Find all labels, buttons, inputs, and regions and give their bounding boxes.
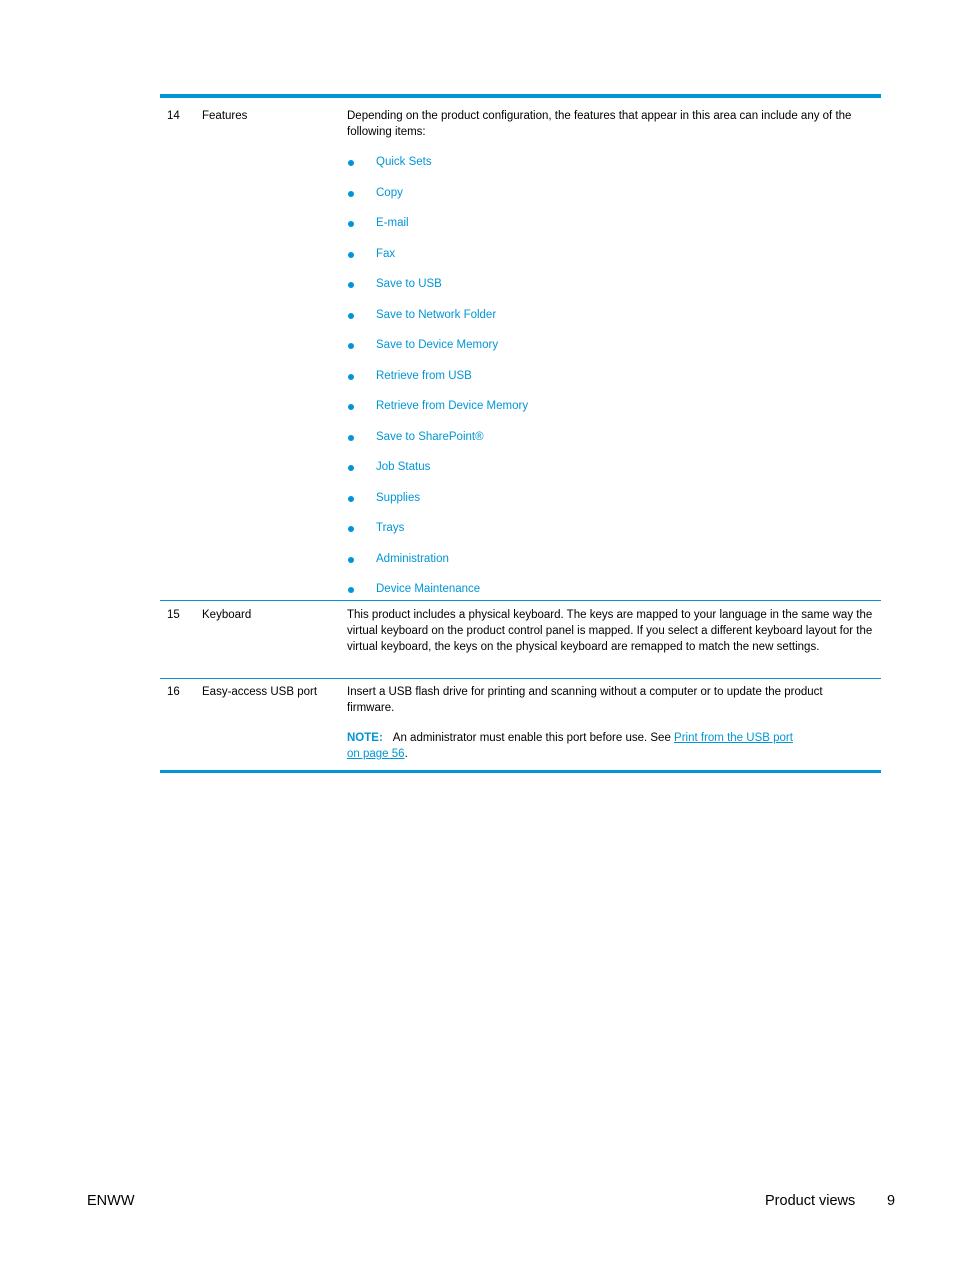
note-text: An administrator must enable this port before use. See	[392, 732, 675, 744]
feature-link[interactable]: Copy	[376, 186, 403, 199]
row-description-cell	[347, 98, 873, 612]
bullet-icon	[348, 221, 354, 227]
product-views-table	[160, 94, 881, 773]
feature-link[interactable]: Retrieve from Device Memory	[376, 400, 529, 412]
table-bottom-rule	[160, 770, 881, 773]
row-number: 14	[167, 110, 180, 122]
row-number: 15	[167, 609, 180, 621]
feature-link[interactable]: Save to USB	[376, 278, 442, 290]
list-item	[347, 551, 873, 582]
note-label: NOTE:	[347, 732, 383, 744]
list-item	[347, 154, 873, 185]
bullet-icon	[348, 435, 354, 441]
feature-link[interactable]: Save to SharePoint®	[376, 430, 484, 443]
footer-section-title: Product views	[765, 1193, 856, 1209]
table-row-keyboard	[160, 601, 881, 679]
bullet-icon	[348, 526, 354, 532]
bullet-icon	[348, 160, 354, 166]
row-number: 16	[167, 686, 180, 698]
list-item	[347, 368, 873, 399]
row-description-cell	[347, 679, 873, 762]
list-item	[347, 520, 873, 551]
bullet-icon	[348, 191, 354, 197]
bullet-icon	[348, 282, 354, 288]
feature-link[interactable]: Quick Sets	[376, 156, 432, 168]
bullet-icon	[348, 496, 354, 502]
row-name: Keyboard	[202, 609, 252, 621]
bullet-icon	[348, 465, 354, 471]
cross-reference-link[interactable]: Print from the USB port	[674, 732, 793, 744]
bullet-icon	[348, 374, 354, 380]
table-row-features	[160, 98, 881, 601]
note-end: .	[404, 748, 408, 760]
row-description: Insert a USB flash drive for printing and scanning without a computer or to update the product firmware.	[347, 686, 823, 714]
row-name: Easy-access USB port	[202, 686, 318, 698]
feature-link[interactable]: Supplies	[376, 491, 421, 504]
feature-link[interactable]: Fax	[376, 247, 396, 260]
bullet-icon	[348, 587, 354, 593]
list-item	[347, 490, 873, 521]
bullet-icon	[348, 404, 354, 410]
feature-link[interactable]: Administration	[376, 552, 449, 565]
list-item	[347, 337, 873, 368]
list-item	[347, 246, 873, 277]
row-description: This product includes a physical keyboard. The keys are mapped to your language in the same way the virtual keyboard on the product control panel is mapped. If you select a different keyboard layout for the virtual keyboard, the keys on the physical keyboard are remapped to match the new settings.	[347, 609, 873, 653]
bullet-icon	[348, 557, 354, 563]
row-description: Depending on the product configuration, the features that appear in this area can include any of the following items:	[347, 110, 852, 138]
footer-left-label: ENWW	[87, 1193, 135, 1209]
bullet-icon	[348, 313, 354, 319]
table-row-usb-port	[160, 679, 881, 770]
list-item	[347, 307, 873, 338]
feature-link[interactable]: Trays	[376, 522, 405, 534]
footer-page-number: 9	[887, 1193, 896, 1209]
feature-link[interactable]: Save to Device Memory	[376, 339, 499, 351]
list-item	[347, 429, 873, 460]
feature-link[interactable]: E-mail	[376, 217, 409, 229]
row-name: Features	[202, 110, 248, 122]
feature-link[interactable]: Device Maintenance	[376, 583, 481, 595]
list-item	[347, 215, 873, 246]
note	[347, 730, 873, 762]
cross-reference-page-link[interactable]: on page 56	[347, 748, 405, 760]
list-item	[347, 276, 873, 307]
list-item	[347, 459, 873, 490]
feature-link[interactable]: Job Status	[376, 461, 431, 473]
feature-link[interactable]: Retrieve from USB	[376, 369, 472, 382]
list-item	[347, 185, 873, 216]
list-item	[347, 398, 873, 429]
bullet-icon	[348, 252, 354, 258]
features-list	[347, 154, 873, 612]
bullet-icon	[348, 343, 354, 349]
feature-link[interactable]: Save to Network Folder	[376, 308, 497, 321]
